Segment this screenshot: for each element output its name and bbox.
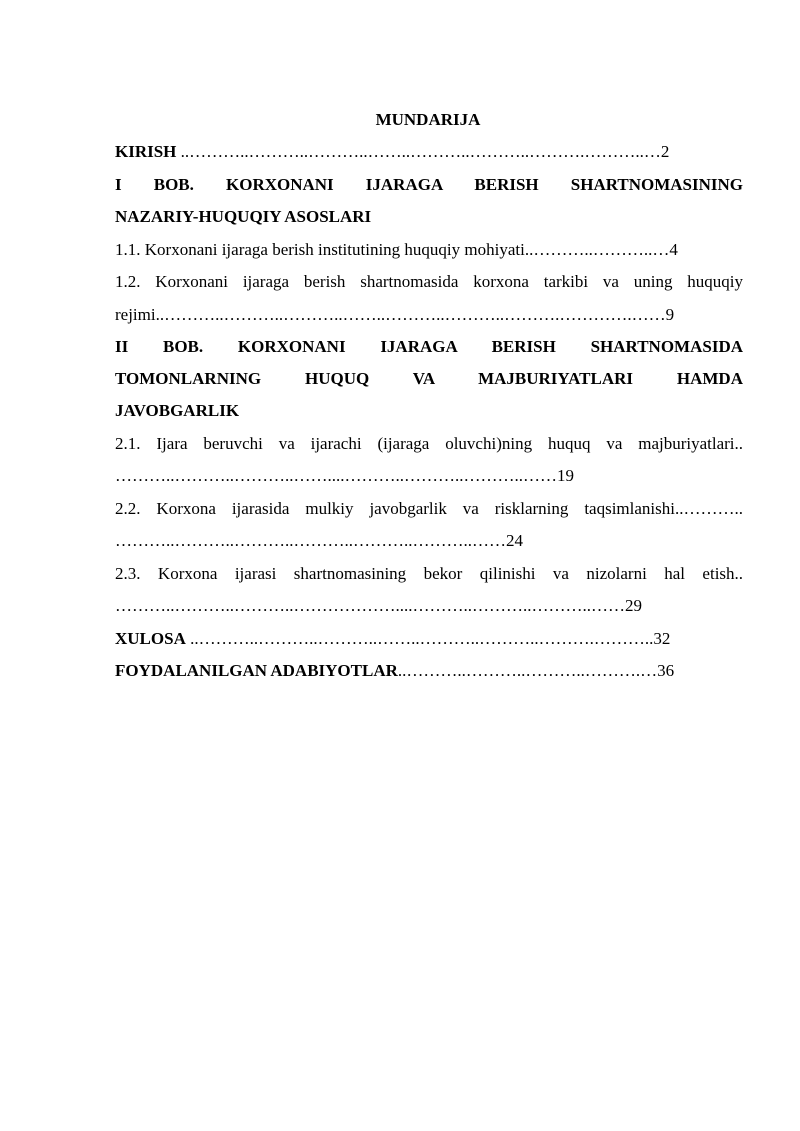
toc-entry-2-1-line-1[interactable] [115, 434, 743, 454]
toc-chapter-2-line-1[interactable] [115, 337, 743, 357]
toc-leader: ..………..………..………..……….… [397, 661, 658, 680]
toc-leader: ..………..………..………..……..………..………..……….………..… [176, 142, 661, 161]
toc-entry-2-2-line-1[interactable] [115, 499, 743, 519]
word: shartnomasida [360, 272, 459, 291]
toc-entry-2-3-line-1[interactable] [115, 564, 743, 584]
toc-entry-label: FOYDALANILGAN ADABIYOTLAR [115, 661, 398, 680]
toc-page-number: 4 [669, 240, 678, 259]
word: KORXONANI [237, 337, 346, 356]
toc-entry-text: ………..………..………..………………....………..………..………..…… [115, 596, 625, 615]
word: hal [664, 564, 685, 583]
toc-entry-text: 1.1. Korxonani ijaraga berish institutining huquqiy mohiyati..………..………..… [115, 240, 670, 259]
word: ijarasida [231, 499, 290, 518]
word: BERISH [474, 175, 539, 194]
toc-page-number: 9 [665, 305, 675, 324]
toc-entry-1-1[interactable] [115, 240, 743, 260]
word: va [278, 434, 295, 453]
toc-page-number: 24 [506, 531, 523, 550]
word: huquqiy [687, 272, 744, 291]
toc-entry-2-2-line-2[interactable] [115, 531, 743, 551]
word: qilinishi [479, 564, 536, 583]
word: VA [412, 369, 435, 388]
word: shartnomasining [293, 564, 407, 583]
word: IJARAGA [380, 337, 457, 356]
toc-entry-adabiyotlar[interactable] [115, 661, 743, 681]
word: BOB. [162, 337, 204, 356]
word: 2.2. [115, 499, 141, 518]
toc-entry-text: ………..………..………..……....………..………..………..…… [115, 466, 557, 485]
word: HUQUQ [304, 369, 370, 388]
word: majburiyatlari.. [638, 434, 744, 453]
word: MAJBURIYATLARI [478, 369, 634, 388]
word: KORXONANI [226, 175, 334, 194]
word: Korxonani [155, 272, 229, 291]
word: berish [303, 272, 346, 291]
toc-title: MUNDARIJA [375, 110, 481, 129]
toc-chapter-1-line-2: NAZARIY-HUQUQIY ASOSLARI [115, 207, 372, 226]
word: va [602, 272, 619, 291]
toc-leader: ..………..………..………..……..………..………..……….……….. [185, 629, 654, 648]
word: bekor [423, 564, 463, 583]
word: 2.1. [115, 434, 141, 453]
toc-entry-2-1-line-2[interactable] [115, 466, 743, 486]
toc-entry-1-2-line-1[interactable] [115, 272, 743, 292]
word: korxona [473, 272, 529, 291]
word: ijarasi [234, 564, 277, 583]
toc-page-number: 29 [625, 596, 642, 615]
toc-page-number: 2 [660, 142, 670, 161]
word: va [606, 434, 623, 453]
toc-chapter-2-line-3: JAVOBGARLIK [115, 401, 240, 420]
word: HAMDA [676, 369, 743, 388]
word: Ijara [156, 434, 188, 453]
word: beruvchi [203, 434, 263, 453]
word: uning [633, 272, 673, 291]
word: I [115, 175, 122, 194]
word: SHARTNOMASIDA [590, 337, 743, 356]
word: Korxona [157, 564, 218, 583]
toc-entry-label: KIRISH [115, 142, 177, 161]
word: nizolarni [586, 564, 647, 583]
word: tarkibi [543, 272, 589, 291]
word: risklarning [494, 499, 569, 518]
word: taqsimlanishi..……….. [584, 499, 743, 518]
word: II [115, 337, 129, 356]
toc-entry-1-2-line-2[interactable] [115, 305, 743, 325]
toc-chapter-2-line-2[interactable] [115, 369, 743, 389]
word: TOMONLARNING [115, 369, 262, 388]
word: Korxona [156, 499, 216, 518]
word: ijarachi [310, 434, 362, 453]
word: etish.. [702, 564, 744, 583]
word: 2.3. [115, 564, 141, 583]
word: mulkiy [305, 499, 354, 518]
toc-entry-xulosa[interactable] [115, 629, 743, 649]
toc-entry-text: rejimi..………..………..………..……..………..………..……….………….…… [115, 305, 666, 324]
word: IJARAGA [365, 175, 443, 194]
toc-entry-text: ………..………..………..………..………..………..…… [115, 531, 506, 550]
toc-page-number: 32 [653, 629, 671, 648]
word: va [552, 564, 569, 583]
word: ijaraga [242, 272, 290, 291]
toc-page-number: 36 [657, 661, 675, 680]
toc-entry-label: XULOSA [115, 629, 186, 648]
word: BERISH [491, 337, 556, 356]
toc-chapter-1-line-1[interactable] [115, 175, 743, 195]
toc-entry-2-3-line-2[interactable] [115, 596, 743, 616]
word: SHARTNOMASINING [570, 175, 744, 194]
word: BOB. [153, 175, 194, 194]
toc-entry-kirish[interactable] [115, 142, 743, 162]
word: (ijaraga [377, 434, 430, 453]
word: 1.2. [115, 272, 141, 291]
word: huquq [547, 434, 591, 453]
toc-page-number: 19 [557, 466, 574, 485]
word: va [462, 499, 479, 518]
word: oluvchi)ning [445, 434, 533, 453]
word: javobgarlik [369, 499, 447, 518]
